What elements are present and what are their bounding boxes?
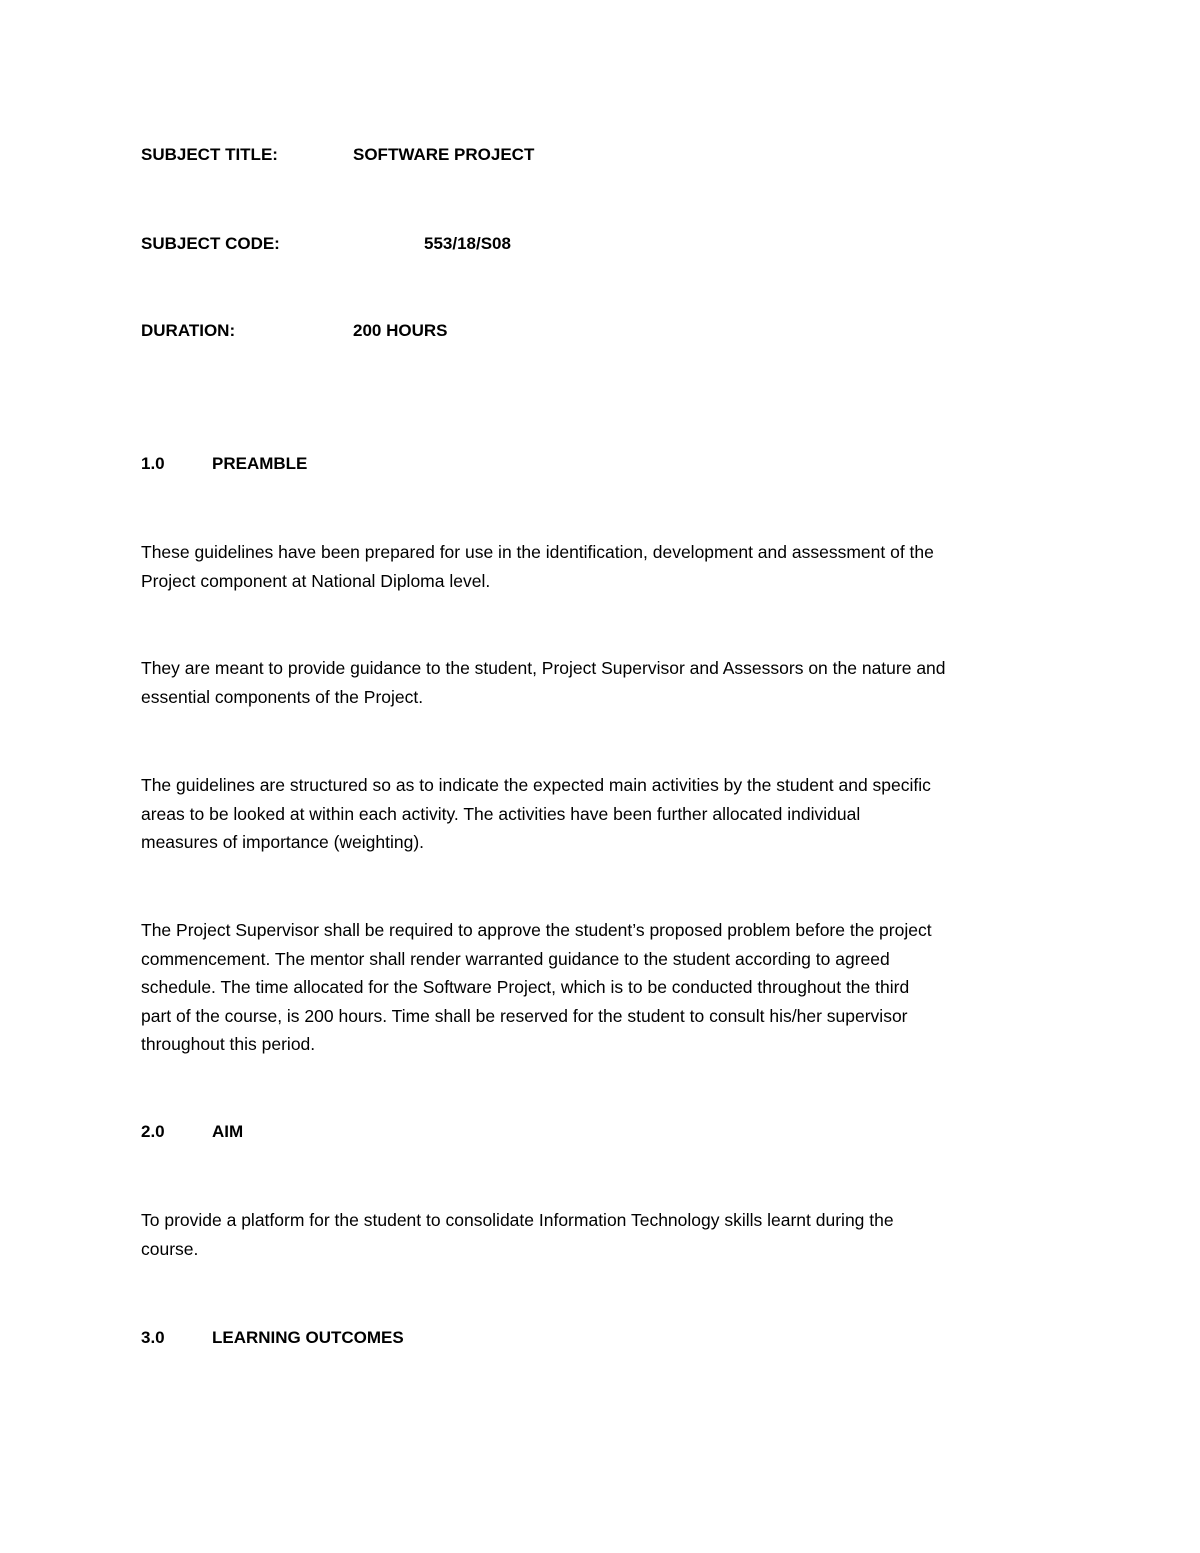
- text-line: measures of importance (weighting).: [141, 832, 425, 852]
- aim-paragraph: [141, 1206, 1061, 1263]
- section-number-aim: 2.0: [141, 1122, 165, 1141]
- text-line: throughout this period.: [141, 1034, 316, 1054]
- text-line: essential components of the Project.: [141, 686, 424, 707]
- subject-title-value: SOFTWARE PROJECT: [353, 145, 535, 164]
- text-line: part of the course, is 200 hours. Time shall be reserved for the student to consult his/her supervisor: [141, 1005, 908, 1026]
- subject-code-label: SUBJECT CODE:: [141, 234, 280, 253]
- text-line: Project component at National Diploma level.: [141, 570, 491, 591]
- preamble-paragraph-4: [141, 916, 1061, 1059]
- text-line: commencement. The mentor shall render warranted guidance to the student according to agreed: [141, 948, 890, 969]
- duration-label: DURATION:: [141, 321, 236, 340]
- text-line: The Project Supervisor shall be required to approve the student’s proposed problem before the project: [141, 920, 932, 940]
- preamble-paragraph-2: [141, 654, 1061, 711]
- section-title-learning-outcomes: LEARNING OUTCOMES: [212, 1328, 404, 1347]
- text-line: These guidelines have been prepared for use in the identification, development and assessment of the: [141, 542, 934, 562]
- text-line: The guidelines are structured so as to indicate the expected main activities by the student and specific: [141, 775, 931, 795]
- preamble-paragraph-3: [141, 771, 1061, 857]
- text-line: course.: [141, 1238, 199, 1259]
- section-number-learning-outcomes: 3.0: [141, 1328, 165, 1347]
- subject-title-label: SUBJECT TITLE:: [141, 145, 278, 164]
- text-line: To provide a platform for the student to consolidate Information Technology skills learnt during the: [141, 1210, 894, 1230]
- text-line: schedule. The time allocated for the Software Project, which is to be conducted throughout the third: [141, 977, 910, 997]
- subject-code-value: 553/18/S08: [424, 234, 511, 253]
- section-number-preamble: 1.0: [141, 454, 165, 473]
- text-line: They are meant to provide guidance to the student, Project Supervisor and Assessors on the nature and: [141, 658, 946, 678]
- section-title-preamble: PREAMBLE: [212, 454, 308, 473]
- text-line: areas to be looked at within each activity. The activities have been further allocated individual: [141, 803, 861, 824]
- preamble-paragraph-1: [141, 538, 1061, 595]
- duration-value: 200 HOURS: [353, 321, 448, 340]
- section-title-aim: AIM: [212, 1122, 244, 1141]
